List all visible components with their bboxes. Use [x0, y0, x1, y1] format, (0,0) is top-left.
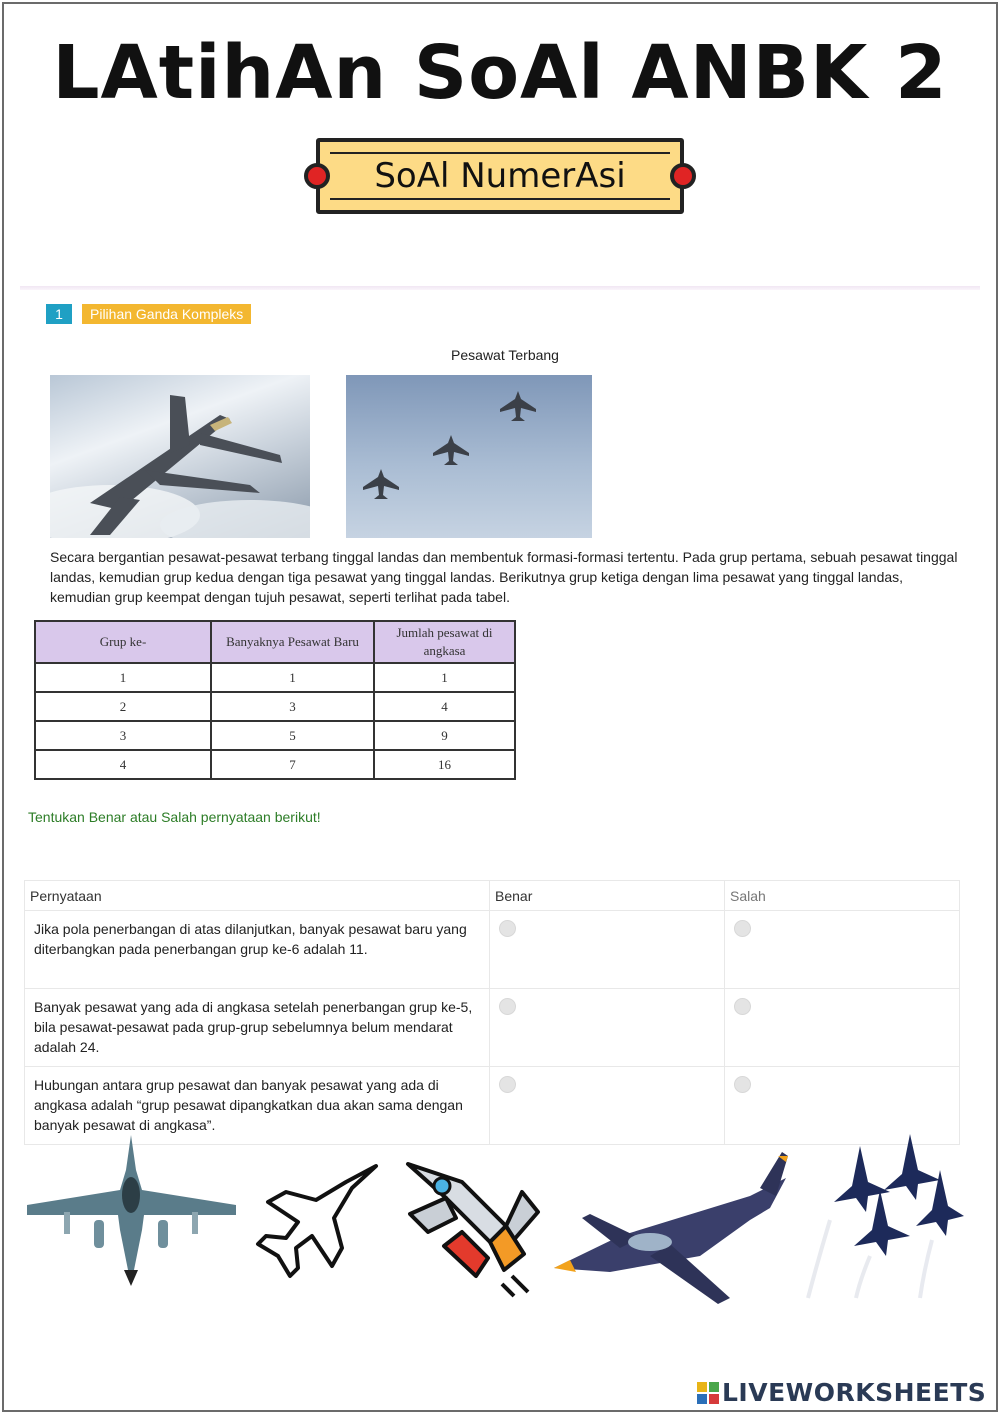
rocket-jet-icon	[402, 1158, 542, 1300]
question-description: Secara bergantian pesawat-pesawat terbang tinggal landas dan membentuk formasi-formasi tertentu. Pada grup pertama, sebuah pesawat tinggal landas, kemudian grup kedua dengan tiga pesawat yang tinggal landas. Berikutnya grup ketiga dengan lima pesawat yang tinggal landas, kemudian grup keempat dengan tujuh pesawat, seperti terlihat pada tabel.	[50, 549, 958, 605]
benar-radio-2[interactable]	[499, 998, 516, 1015]
table-cell: 1	[35, 663, 211, 692]
pattern-table	[34, 620, 516, 780]
table-row	[35, 721, 515, 750]
benar-radio-3[interactable]	[499, 1076, 516, 1093]
table-row	[35, 692, 515, 721]
jet-formation-photo	[346, 375, 592, 538]
salah-radio-3[interactable]	[734, 1076, 751, 1093]
table-cell: 1	[211, 663, 374, 692]
header-grup: Grup ke-	[35, 621, 211, 663]
jet-photo-single	[50, 375, 310, 538]
table-cell: 3	[211, 692, 374, 721]
true-false-table	[24, 880, 960, 1145]
table-cell: 7	[211, 750, 374, 779]
table-cell: 1	[374, 663, 515, 692]
image-caption: Pesawat Terbang	[451, 347, 559, 363]
statement-row	[25, 989, 960, 1067]
trainer-jet-icon	[550, 1148, 790, 1313]
header-pernyataan: Pernyataan	[25, 881, 490, 911]
subtitle-banner	[300, 136, 700, 216]
formation-jets-icon	[800, 1130, 965, 1300]
statement-text: Jika pola penerbangan di atas dilanjutkan, banyak pesawat baru yang diterbangkan pada penerbangan grup ke-6 adalah 11.	[25, 911, 490, 989]
table-cell: 9	[374, 721, 515, 750]
jet-outline-icon	[246, 1160, 382, 1298]
table-row	[35, 750, 515, 779]
fighter-jet-front-icon	[24, 1130, 239, 1290]
table-cell: 16	[374, 750, 515, 779]
benar-radio-1[interactable]	[499, 920, 516, 937]
brand-logo-text: LIVEWORKSHEETS	[722, 1378, 987, 1407]
salah-radio-2[interactable]	[734, 998, 751, 1015]
instruction-text: Tentukan Benar atau Salah pernyataan berikut!	[28, 809, 321, 825]
page-title: LAtihAn SoAl ANBK 2	[52, 30, 948, 116]
header-benar: Benar	[490, 881, 725, 911]
table-cell: 4	[35, 750, 211, 779]
table-row	[35, 663, 515, 692]
table-cell: 4	[374, 692, 515, 721]
statement-text: Banyak pesawat yang ada di angkasa setelah penerbangan grup ke-5, bila pesawat-pesawat pada grup-grup sebelumnya belum mendarat adalah 24.	[25, 989, 490, 1067]
question-type-badge: Pilihan Ganda Kompleks	[82, 304, 251, 324]
header-jumlah-angkasa: Jumlah pesawat di angkasa	[374, 621, 515, 663]
table-cell: 3	[35, 721, 211, 750]
statement-text: Hubungan antara grup pesawat dan banyak pesawat yang ada di angkasa adalah “grup pesawat dipangkatkan dua akan sama dengan banyak pesawat di angkasa”.	[25, 1067, 490, 1145]
question-number-badge: 1	[46, 304, 72, 324]
liveworksheets-logo-icon	[697, 1382, 719, 1404]
table-cell: 2	[35, 692, 211, 721]
table-cell: 5	[211, 721, 374, 750]
section-divider	[20, 286, 980, 290]
header-salah: Salah	[725, 881, 960, 911]
statement-row	[25, 911, 960, 989]
salah-radio-1[interactable]	[734, 920, 751, 937]
banner-title: SoAl NumerAsi	[374, 156, 626, 196]
header-pesawat-baru: Banyaknya Pesawat Baru	[211, 621, 374, 663]
